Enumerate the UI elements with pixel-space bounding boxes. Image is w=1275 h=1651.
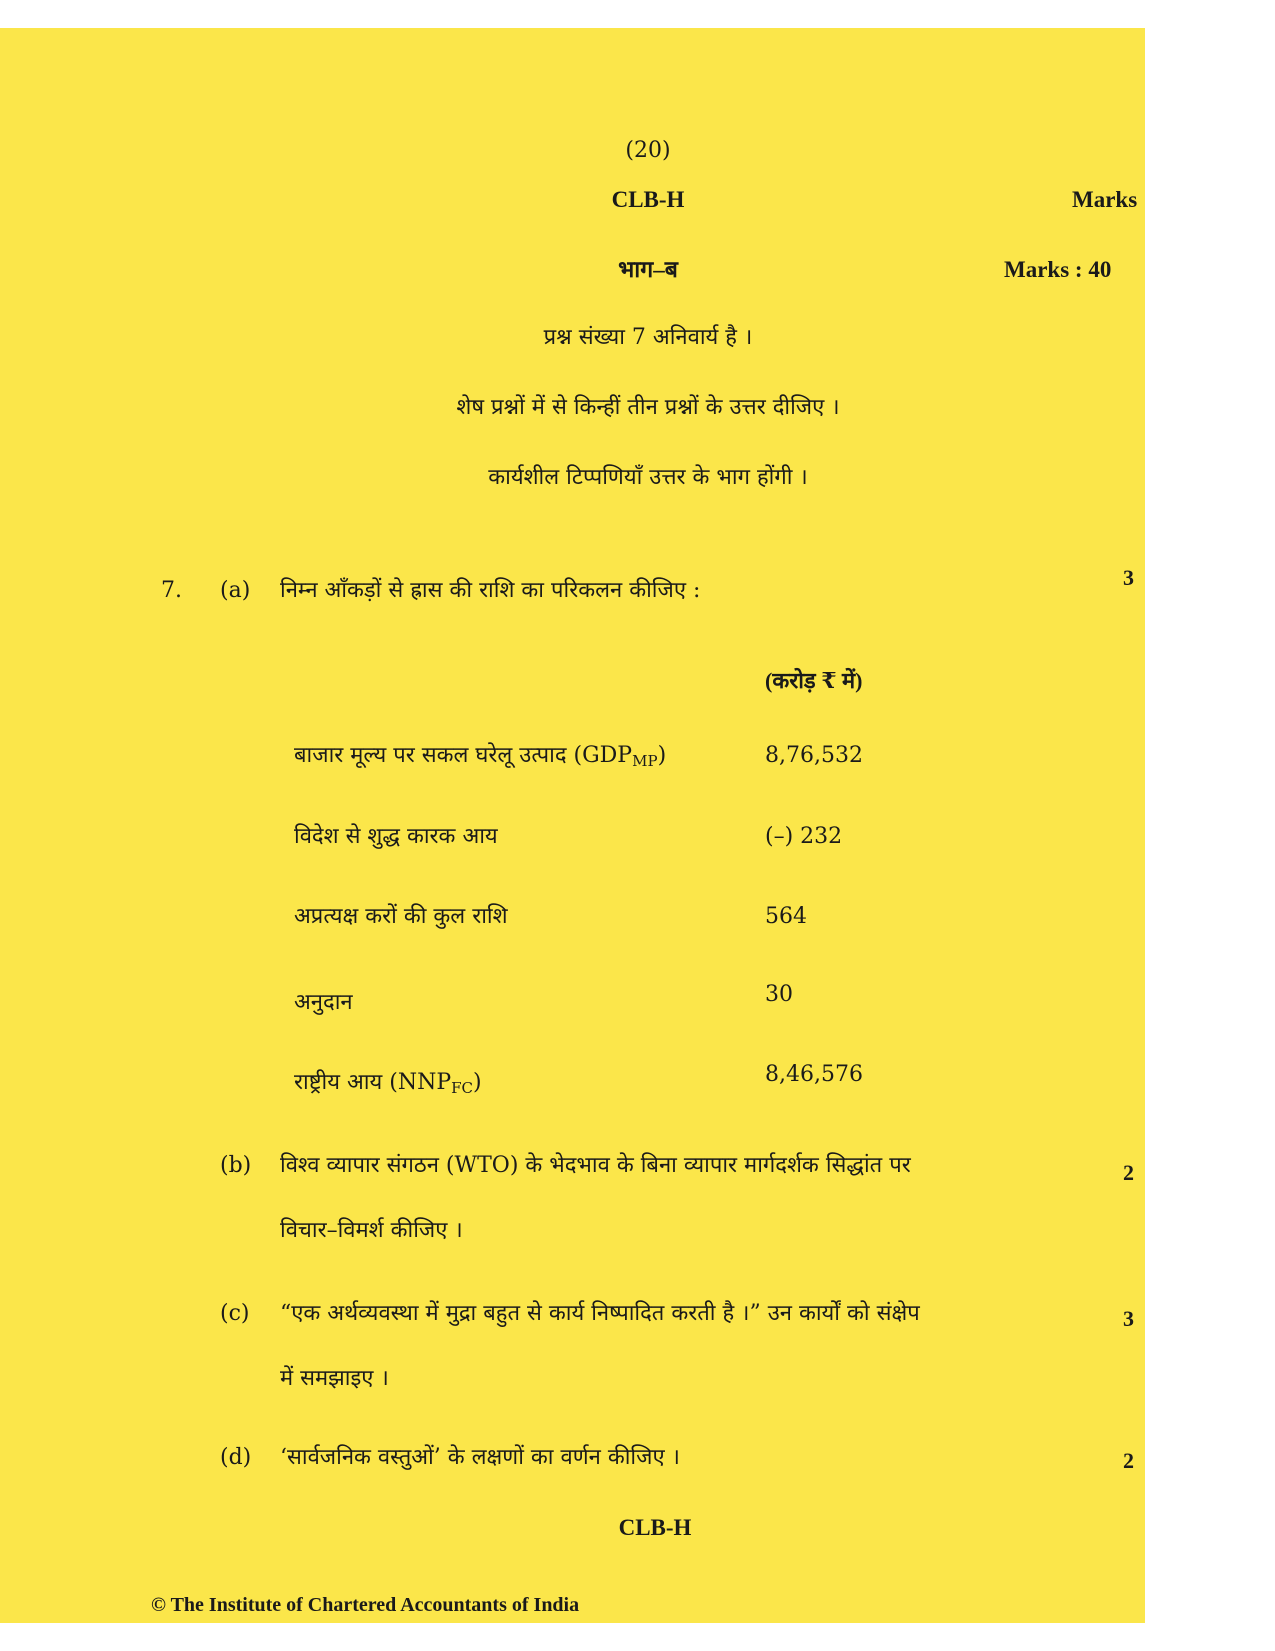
row-label-nfia: विदेश से शुद्ध कारक आय (294, 824, 498, 849)
part-d-text: ‘सार्वजनिक वस्तुओं’ के लक्षणों का वर्णन कीजिए । (280, 1445, 680, 1470)
part-b-text-line2: विचार–विमर्श कीजिए । (280, 1218, 463, 1243)
row-value-indirect-tax: 564 (765, 904, 807, 929)
instruction-2: शेष प्रश्नों में से किन्हीं तीन प्रश्नों के उत्तर दीजिए । (456, 395, 840, 420)
marks-column-heading: Marks (1072, 187, 1138, 212)
instruction-3: कार्यशील टिप्पणियाँ उत्तर के भाग होंगी । (488, 465, 808, 490)
part-c-text-line2: में समझाइए । (280, 1366, 389, 1391)
section-marks: Marks : 40 (1004, 257, 1112, 282)
instruction-1: प्रश्न संख्या 7 अनिवार्य है । (543, 325, 753, 350)
row-value-nnp: 8,46,576 (765, 1062, 863, 1087)
copyright-notice: © The Institute of Chartered Accountants of India (151, 1594, 580, 1616)
part-b-label: (b) (220, 1153, 252, 1178)
part-d-marks: 2 (1123, 1448, 1134, 1473)
row-label-gdp: बाजार मूल्य पर सकल घरेलू उत्पाद $(GDP_{MP})$ (294, 743, 667, 770)
row-label-indirect-tax: अप्रत्यक्ष करों की कुल राशि (294, 904, 508, 929)
part-a-text: निम्न आँकड़ों से ह्रास की राशि का परिकलन कीजिए : (280, 578, 701, 603)
row-value-subsidy: 30 (765, 982, 793, 1007)
row-label-subsidy: अनुदान (294, 990, 353, 1015)
paper-code-bottom: CLB-H (618, 1515, 692, 1540)
part-d-label: (d) (220, 1445, 252, 1470)
part-b-marks: 2 (1123, 1160, 1134, 1185)
part-c-text-line1: “एक अर्थव्यवस्था में मुद्रा बहुत से कार्य निष्पादित करती है ।” उन कार्यों को संक्षेप (280, 1301, 920, 1326)
question-number: 7. (161, 578, 182, 603)
units-heading: (करोड़ ₹ में) (765, 668, 863, 693)
exam-page (0, 28, 1145, 1623)
part-a-label: (a) (220, 578, 251, 603)
part-a-marks: 3 (1123, 565, 1134, 590)
row-label-nnp: राष्ट्रीय आय $(NNP_{FC})$ (294, 1070, 482, 1097)
part-c-marks: 3 (1123, 1306, 1134, 1331)
page-number: (20) (625, 138, 671, 163)
paper-code-top: CLB-H (611, 187, 685, 212)
part-b-text-line1: विश्व व्यापार संगठन (WTO) के भेदभाव के बिना व्यापार मार्गदर्शक सिद्धांत पर (280, 1153, 911, 1178)
row-value-gdp: 8,76,532 (765, 743, 863, 768)
part-c-label: (c) (220, 1301, 250, 1326)
row-value-nfia: (–) 232 (765, 824, 843, 849)
section-title: भाग–ब (618, 257, 678, 282)
